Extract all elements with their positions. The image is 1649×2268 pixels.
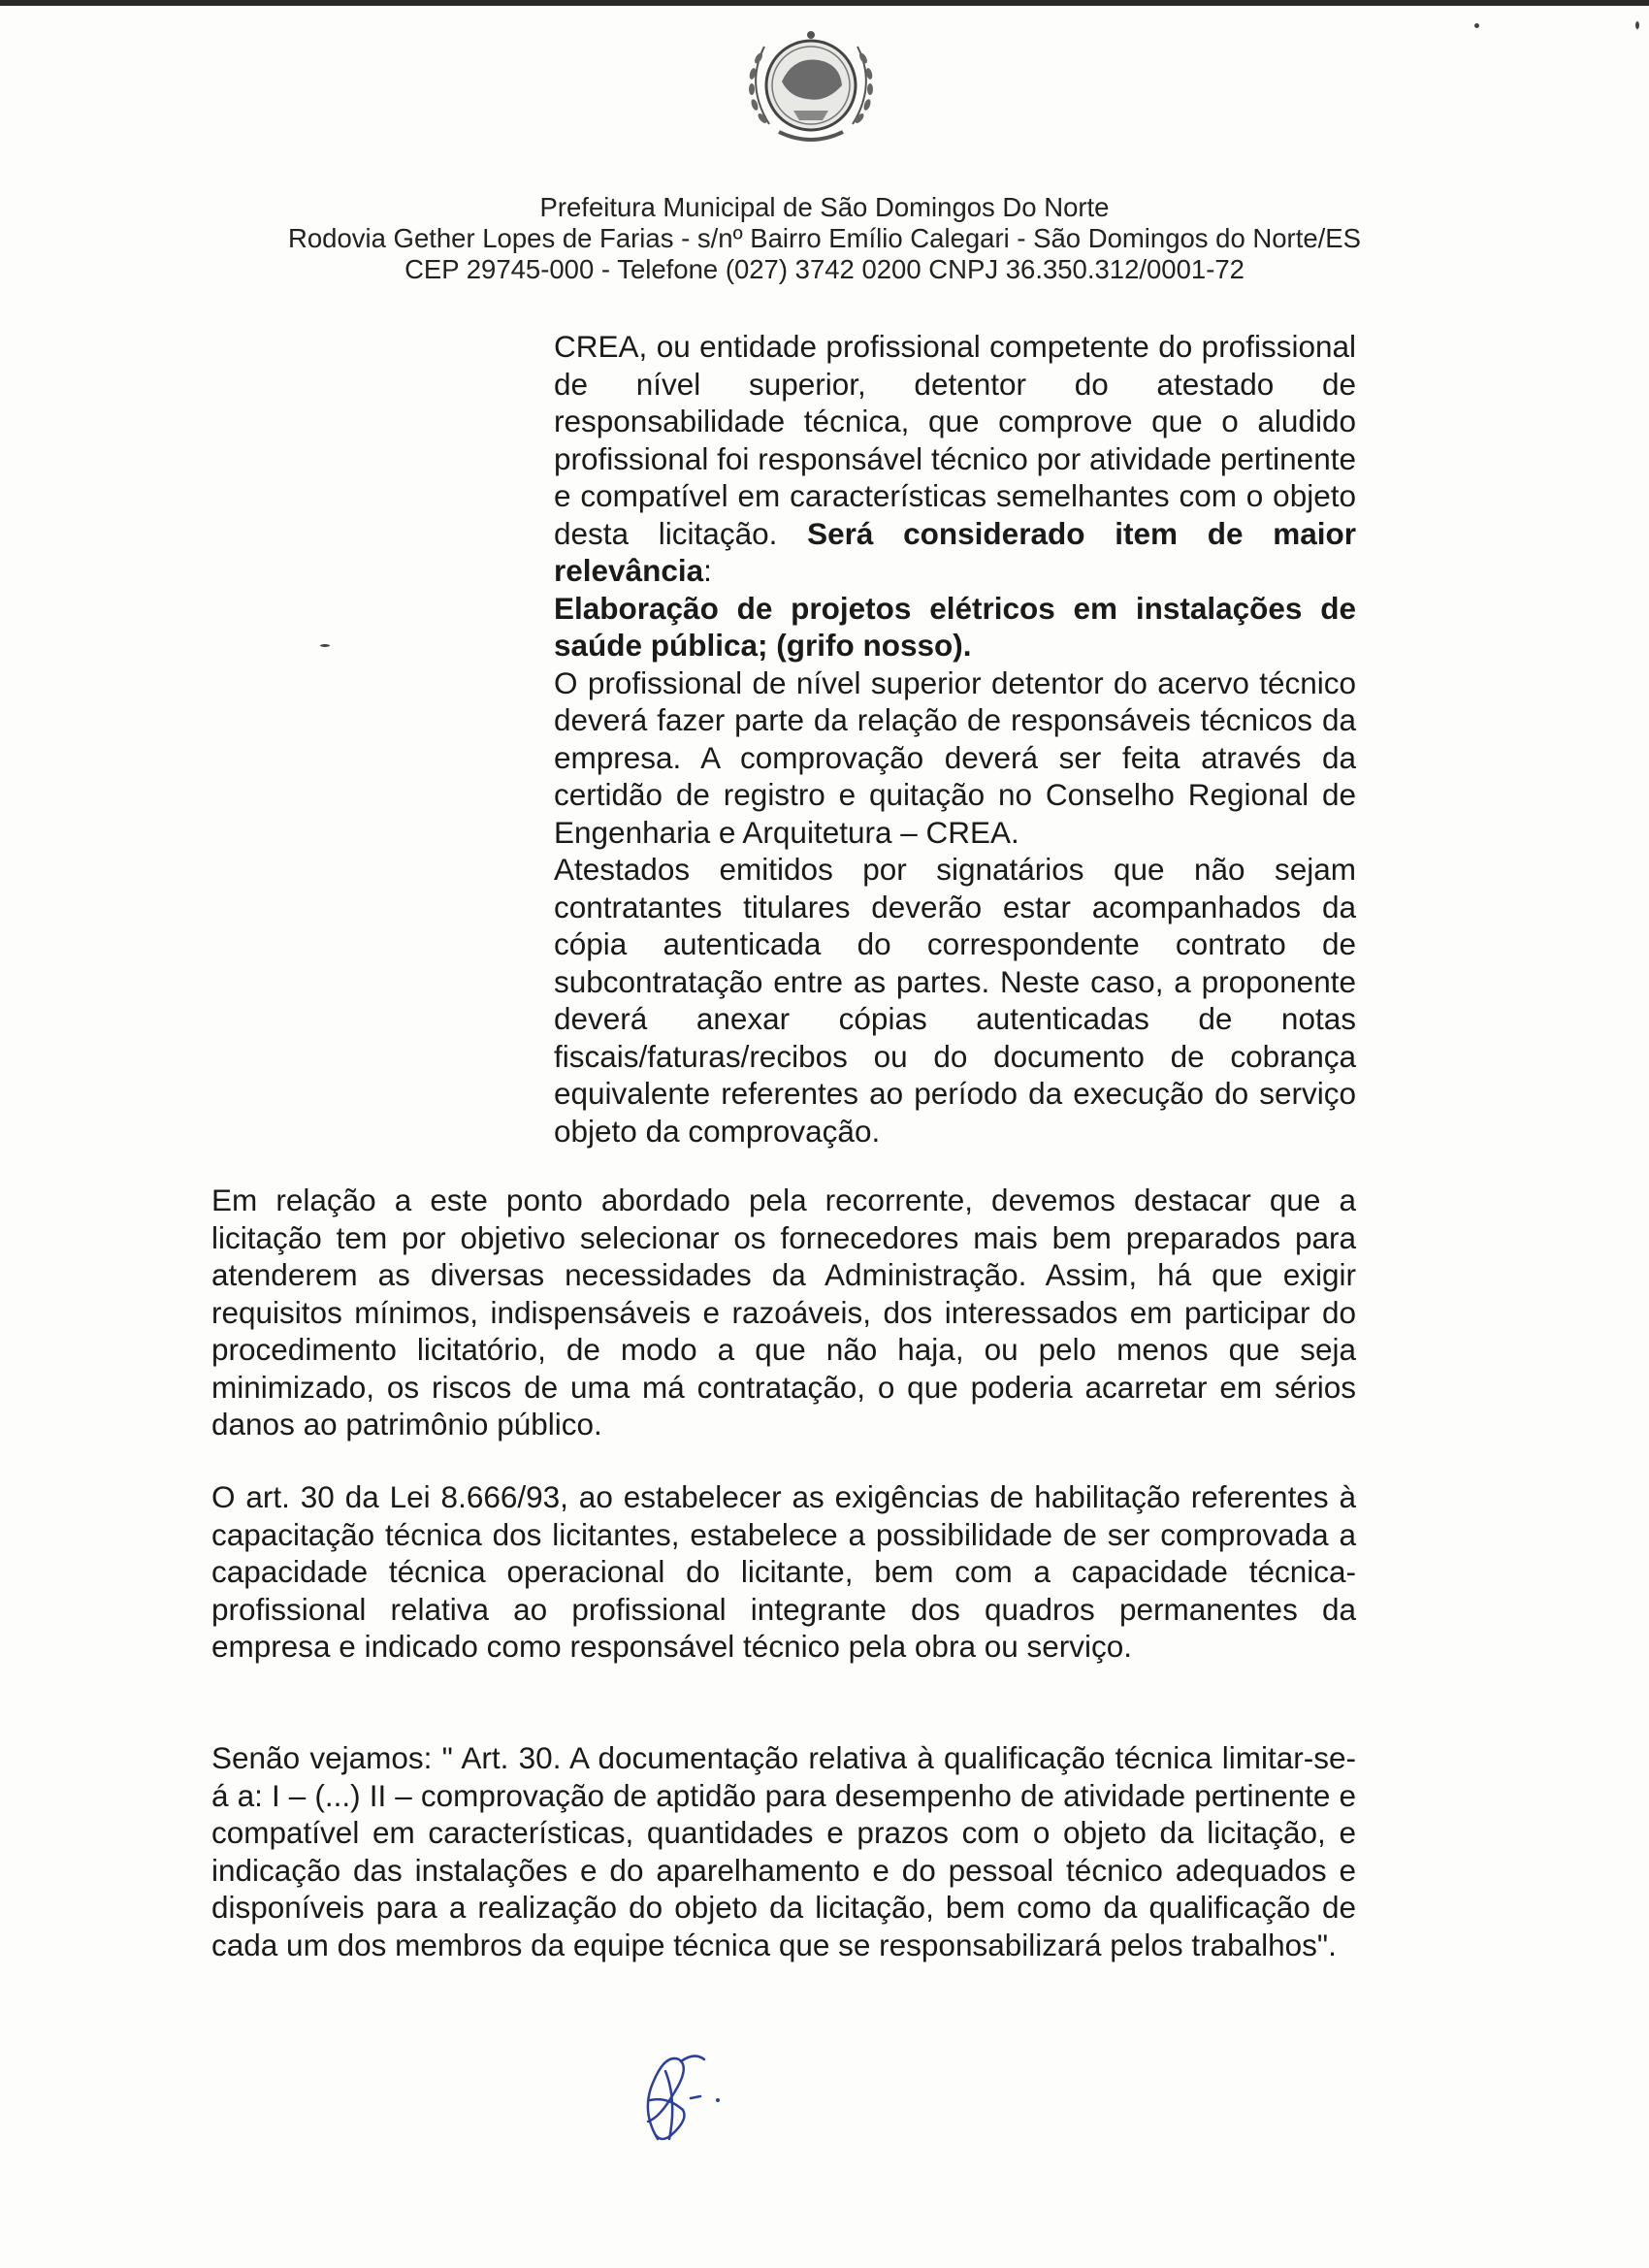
quote-intro-text: CREA, ou entidade profissional competente do profissional de nível superior, detentor do atestado de responsabilidade técnica, que comprove que o aludido profissional foi responsável técnico por atividade pertinente e compatível em características semelhantes com o objeto desta licitação.	[554, 329, 1356, 551]
letterhead	[146, 192, 1504, 285]
body-paragraph-2-text: O art. 30 da Lei 8.666/93, ao estabelecer as exigências de habilitação referentes à capacitação técnica dos licitantes, estabelece a possibilidade de ser comprovada a capacidade técnica operacional do licitante, bem com a capacidade técnica-profissional relativa ao profissional integrante dos quadros permanentes da empresa e indicado como responsável técnico pela obra ou serviço.	[211, 1479, 1356, 1664]
relevance-colon: :	[703, 553, 712, 588]
relevance-item	[554, 590, 1356, 664]
scan-speck	[1474, 23, 1479, 28]
letterhead-line-1: Prefeitura Municipal de São Domingos Do Norte	[539, 192, 1110, 222]
body-paragraph-3	[211, 1739, 1356, 1963]
top-border-line	[0, 0, 1649, 6]
municipal-coat-of-arms-icon	[726, 27, 896, 153]
scan-speck	[1635, 21, 1639, 29]
relevance-item-text: Elaboração de projetos elétricos em instalações de saúde pública; (grifo nosso).	[554, 590, 1356, 663]
signature-mark	[611, 2042, 747, 2149]
quoted-clause	[554, 328, 1356, 1150]
body-paragraph-1	[211, 1182, 1356, 1443]
quote-paragraph-3: Atestados emitidos por signatários que não sejam contratantes titulares deverão estar acompanhados da cópia autenticada do correspondente contrato de subcontratação entre as partes. Neste caso, a proponente deverá anexar cópias autenticadas de notas fiscais/faturas/recibos ou do documento de cobrança equivalente referentes ao período da execução do serviço objeto da comprovação.	[554, 852, 1356, 1149]
body-paragraph-2	[211, 1478, 1356, 1666]
relevance-label: Será considerado item de maior relevância	[554, 515, 1356, 588]
quote-paragraph-1	[554, 328, 1356, 590]
body-paragraph-1-text: Em relação a este ponto abordado pela recorrente, devemos destacar que a licitação tem por objetivo selecionar os fornecedores mais bem preparados para atenderem as diversas necessidades da Administração. Assim, há que exigir requisitos mínimos, indispensáveis e razoáveis, dos interessados em participar do procedimento licitatório, de modo a que não haja, ou pelo menos que seja minimizado, os riscos de uma má contratação, o que poderia acarretar em sérios danos ao patrimônio público.	[211, 1183, 1356, 1442]
quote-paragraph-2: O profissional de nível superior detentor do acervo técnico deverá fazer parte da relação de responsáveis técnicos da empresa. A comprovação deverá ser feita através da certidão de registro e quitação no Conselho Regional de Engenharia e Arquitetura – CREA.	[554, 664, 1356, 850]
body-paragraph-3-text: Senão vejamos: " Art. 30. A documentação relativa à qualificação técnica limitar-se-á a: I – (...) II – comprovação de aptidão para desempenho de atividade pertinente e compatível em características, quantidades e prazos com o objeto da licitação, e indicação das instalações e do aparelhamento e do pessoal técnico adequados e disponíveis para a realização do objeto da licitação, bem como da qualificação de cada um dos membros da equipe técnica que se responsabilizará pelos trabalhos".	[211, 1740, 1356, 1962]
scan-speck	[320, 644, 330, 647]
letterhead-line-2: Rodovia Gether Lopes de Farias - s/nº Bairro Emílio Calegari - São Domingos do Norte/ES	[288, 223, 1361, 253]
letterhead-line-3: CEP 29745-000 - Telefone (027) 3742 0200 CNPJ 36.350.312/0001-72	[404, 254, 1245, 284]
